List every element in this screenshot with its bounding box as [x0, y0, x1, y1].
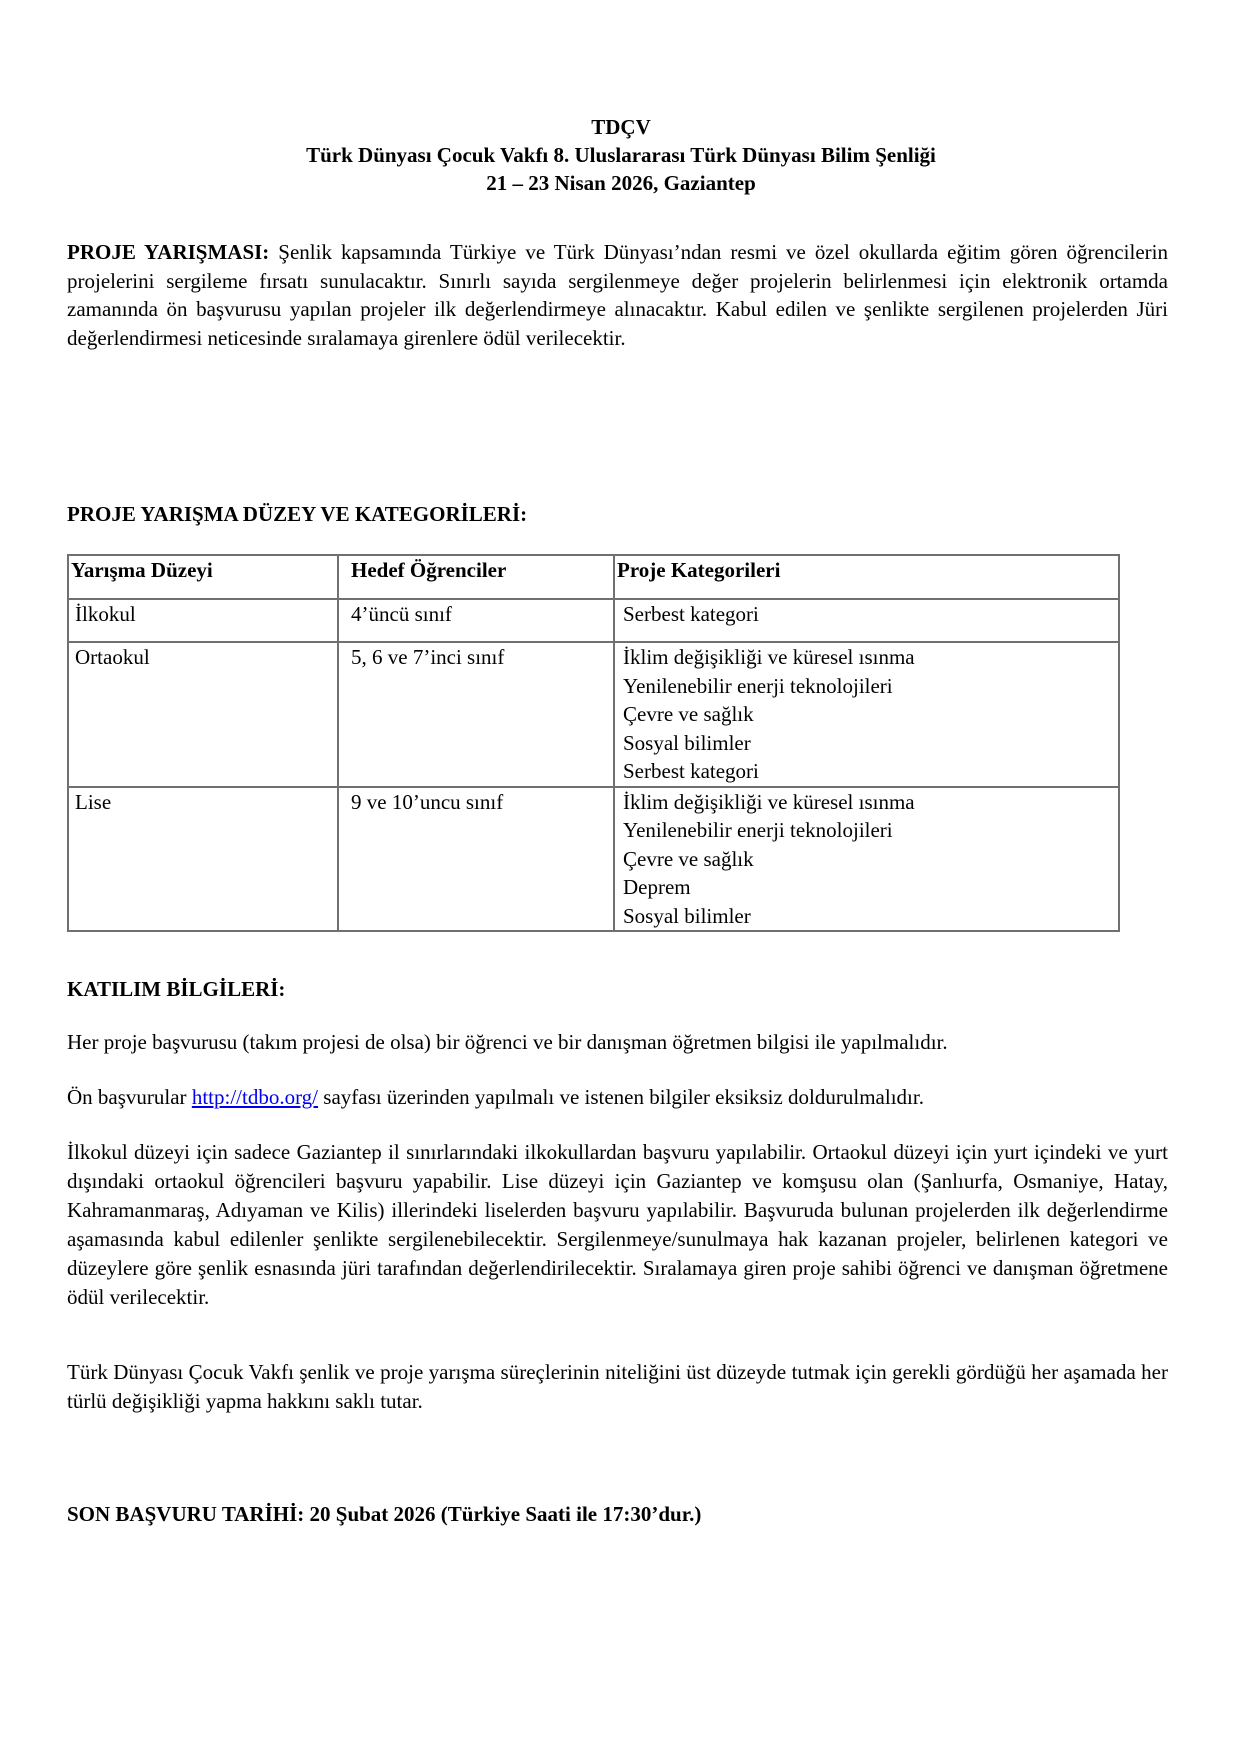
p2-text-before: Ön başvurular: [67, 1085, 192, 1109]
participation-paragraph-1: Her proje başvurusu (takım projesi de olsa) bir öğrenci ve bir danışman öğretmen bilgisi ile yapılmalıdır.: [67, 1030, 948, 1054]
categories-table: [67, 554, 1120, 932]
category-item: Yenilenebilir enerji teknolojileri: [623, 818, 893, 842]
target-cell: 4’üncü sınıf: [338, 599, 614, 642]
header-level: Yarışma Düzeyi: [68, 555, 338, 599]
table-header-row: [68, 555, 1119, 599]
table-row: [68, 599, 1119, 642]
category-item: Serbest kategori: [623, 759, 759, 783]
document-header: [0, 113, 1242, 197]
categories-cell: [614, 599, 1119, 642]
level-cell: Ortaokul: [68, 642, 338, 787]
header-categories: Proje Kategorileri: [614, 555, 1119, 599]
p2-text-after: sayfası üzerinden yapılmalı ve istenen bilgiler eksiksiz doldurulmalıdır.: [318, 1085, 924, 1109]
org-name: TDÇV: [591, 115, 651, 139]
header-target: Hedef Öğrenciler: [338, 555, 614, 599]
category-item: Deprem: [623, 875, 691, 899]
categories-cell: [614, 642, 1119, 787]
application-link[interactable]: http://tdbo.org/: [191, 1085, 319, 1109]
level-cell: İlkokul: [68, 599, 338, 642]
category-item: Çevre ve sağlık: [623, 702, 754, 726]
categories-heading: PROJE YARIŞMA DÜZEY VE KATEGORİLERİ:: [67, 502, 528, 526]
category-item: Sosyal bilimler: [623, 903, 751, 928]
category-item: İklim değişikliği ve küresel ısınma: [623, 789, 915, 814]
categories-cell: [614, 787, 1119, 932]
participation-paragraph-2: [67, 1083, 1168, 1112]
category-item: Serbest kategori: [623, 602, 759, 626]
event-title: Türk Dünyası Çocuk Vakfı 8. Uluslararası Türk Dünyası Bilim Şenliği: [306, 143, 936, 167]
intro-text: Şenlik kapsamında Türkiye ve Türk Dünyası’ndan resmi ve özel okullarda eğitim gören öğrencilerin projelerini sergileme fırsatı sunulacaktır. Sınırlı sayıda sergilenmeye değer projelerin belirlenmesi için elektronik ortamda zamanında ön başvurusu yapılan projeler ilk değerlendirmeye alınacaktır. Kabul edilen ve şenlikte sergilenen projelerden Jüri değerlendirmesi neticesinde sıralamaya girenlere ödül verilecektir.: [67, 240, 1168, 350]
participation-paragraph-3: İlkokul düzeyi için sadece Gaziantep il sınırlarındaki ilkokullardan başvuru yapılabilir. Ortaokul düzeyi için yurt içindeki ve yurt dışındaki ortaokul öğrencileri başvuru yapabilir. Lise düzeyi için Gaziantep ve komşusu olan (Şanlıurfa, Osmaniye, Hatay, Kahramanmaraş, Adıyaman ve Kilis) illerindeki liselerden başvuru yapılabilir. Başvuruda bulunan projelerden ilk değerlendirme aşamasında kabul edilenler şenlikte sergilenebilecektir. Sergilenmeye/sunulmaya hak kazanan projeler, belirlenen kategori ve düzeylere göre şenlik esnasında jüri tarafından değerlendirilecektir. Sıralamaya giren proje sahibi öğrenci ve danışman öğretmene ödül verilecektir.: [67, 1140, 1168, 1309]
category-item: Sosyal bilimler: [623, 730, 751, 755]
table-row: [68, 642, 1119, 787]
level-cell: Lise: [68, 787, 338, 932]
table-row: [68, 787, 1119, 932]
intro-paragraph: [67, 238, 1168, 352]
participation-heading: KATILIM BİLGİLERİ:: [67, 977, 286, 1001]
participation-paragraph-4: Türk Dünyası Çocuk Vakfı şenlik ve proje yarışma süreçlerinin niteliğini üst düzeyde tutmak için gerekli gördüğü her aşamada her türlü değişikliği yapma hakkını saklı tutar.: [67, 1360, 1168, 1413]
category-item: Çevre ve sağlık: [623, 846, 754, 871]
deadline-text: SON BAŞVURU TARİHİ: 20 Şubat 2026 (Türkiye Saati ile 17:30’dur.): [67, 1502, 702, 1526]
intro-label: PROJE YARIŞMASI:: [67, 240, 270, 264]
category-item: Yenilenebilir enerji teknolojileri: [623, 673, 893, 698]
target-cell: 5, 6 ve 7’inci sınıf: [338, 642, 614, 787]
category-item: İklim değişikliği ve küresel ısınma: [623, 645, 915, 669]
event-date-place: 21 – 23 Nisan 2026, Gaziantep: [486, 171, 756, 195]
target-cell: 9 ve 10’uncu sınıf: [338, 787, 614, 932]
